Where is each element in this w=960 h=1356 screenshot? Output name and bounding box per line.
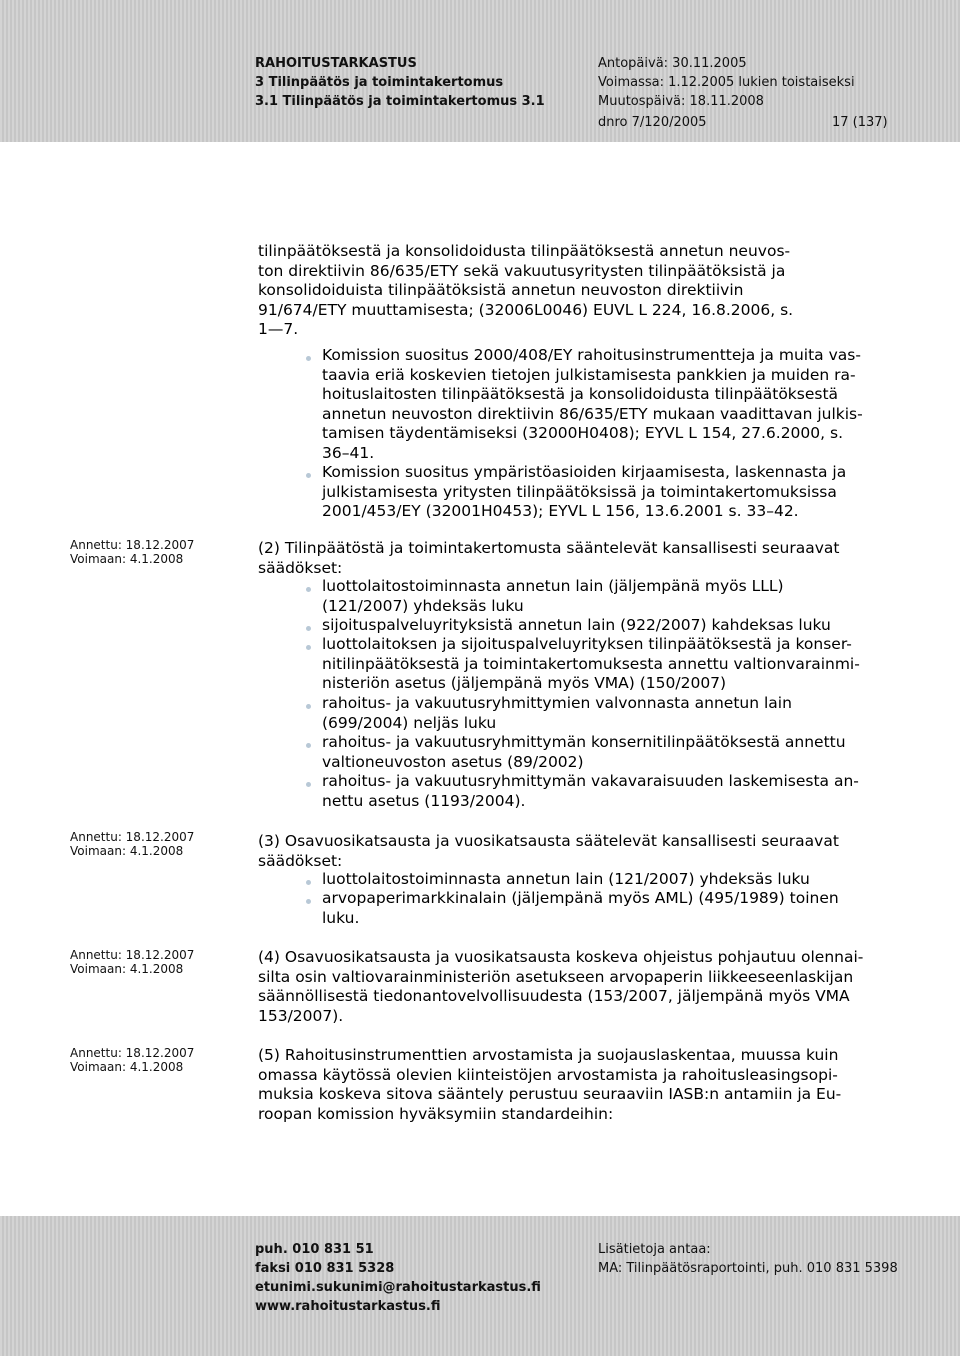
text-line: nisteriön asetus (jäljempänä myös VMA) (150/2007) xyxy=(322,674,727,692)
text-line: nettu asetus (1193/2004). xyxy=(322,791,526,810)
section-title: 3 Tilinpäätös ja toimintakertomus xyxy=(255,75,504,90)
side-annotation xyxy=(70,1046,194,1074)
effective-date: Voimaan: 4.1.2008 xyxy=(70,552,184,566)
text-line: 91/674/ETY muuttamisesta; (32006L0046) EUVL L 224, 16.8.2006, s. xyxy=(258,300,794,319)
text-line: (121/2007) yhdeksäs luku xyxy=(322,596,524,615)
text-line: muksia koskeva sitova sääntely perustuu seuraaviin IASB:n antamiin ja Eu- xyxy=(258,1085,842,1103)
text-line: luottolaitostoiminnasta annetun lain (121/2007) yhdeksäs luku xyxy=(322,870,810,888)
text-line: roopan komission hyväksymiin standardeihin: xyxy=(258,1104,614,1123)
given-date: Annettu: 18.12.2007 xyxy=(70,948,195,962)
page-header xyxy=(0,0,960,142)
list-item xyxy=(322,889,960,928)
effective-date: Voimaan: 4.1.2008 xyxy=(70,1060,184,1074)
text-line: 2001/453/EY (32001H0453); EYVL L 156, 13.6.2001 s. 33–42. xyxy=(322,502,799,520)
info-label: Lisätietoja antaa: xyxy=(598,1242,711,1257)
text-line: säädökset: xyxy=(258,558,343,577)
side-annotation xyxy=(70,830,194,858)
list-item xyxy=(322,772,960,811)
text-line: säädökset: xyxy=(258,851,343,870)
text-line: 36–41. xyxy=(322,443,375,462)
list-item xyxy=(322,694,960,733)
list-item xyxy=(322,870,960,890)
phone: puh. 010 831 51 xyxy=(255,1242,374,1257)
intro-paragraph xyxy=(258,242,898,340)
text-line: luottolaitoksen ja sijoituspalveluyrityksen tilinpäätöksestä ja konser- xyxy=(322,635,852,653)
text-line: (699/2004) neljäs luku xyxy=(322,713,497,732)
paragraph-4 xyxy=(258,948,898,1026)
page-footer xyxy=(0,1216,960,1356)
text-line: sijoituspalveluyrityksistä annetun lain (922/2007) kahdeksas luku xyxy=(322,616,831,634)
given-date: Annettu: 18.12.2007 xyxy=(70,538,195,552)
text-line: ton direktiivin 86/635/ETY sekä vakuutusyritysten tilinpäätöksistä ja xyxy=(258,261,786,280)
text-line: luku. xyxy=(322,908,360,927)
given-date: Annettu: 18.12.2007 xyxy=(70,830,195,844)
text-line: rahoitus- ja vakuutusryhmittymän vakavaraisuuden laskemisesta an- xyxy=(322,772,859,790)
bullet-icon xyxy=(306,782,311,787)
text-line: annetun neuvoston direktiivin 86/635/ETY mukaan vaadittavan julkis- xyxy=(322,404,863,423)
given-date: Annettu: 18.12.2007 xyxy=(70,1046,195,1060)
bullet-icon xyxy=(306,899,311,904)
text-line: hoituslaitosten tilinpäätöksestä ja konsolidoidusta tilinpäätöksestä xyxy=(322,385,839,403)
text-line: (5) Rahoitusinstrumenttien arvostamista ja suojauslaskentaa, muussa kuin xyxy=(258,1046,839,1064)
side-annotation xyxy=(70,538,194,566)
bullet-icon xyxy=(306,626,311,631)
text-line: julkistamisesta yritysten tilinpäätöksissä ja toimintakertomuksissa xyxy=(322,482,837,501)
dnro: dnro 7/120/2005 xyxy=(598,115,707,130)
paragraph-2 xyxy=(258,539,898,578)
email-link[interactable]: etunimi.sukunimi@rahoitustarkastus.fi xyxy=(255,1280,541,1295)
text-line: 1—7. xyxy=(258,320,299,338)
text-line: Komission suositus 2000/408/EY rahoitusinstrumentteja ja muita vas- xyxy=(322,346,861,364)
text-line: valtioneuvoston asetus (89/2002) xyxy=(322,752,584,771)
text-line: luottolaitostoiminnasta annetun lain (jäljempänä myös LLL) xyxy=(322,577,784,595)
text-line: omassa käytössä olevien kiinteistöjen arvostamista ja rahoitusleasingsopi- xyxy=(258,1065,838,1084)
website-link[interactable]: www.rahoitustarkastus.fi xyxy=(255,1299,441,1314)
effective-date: Voimaan: 4.1.2008 xyxy=(70,962,184,976)
bullet-icon xyxy=(306,587,311,592)
text-line: silta osin valtiovarainministeriön asetukseen arvopaperin liikkeeseenlaskijan xyxy=(258,967,854,986)
list-item xyxy=(322,733,960,772)
org-name: RAHOITUSTARKASTUS xyxy=(255,56,417,71)
modified-date: Muutospäivä: 18.11.2008 xyxy=(598,94,764,109)
text-line: nitilinpäätöksestä ja toimintakertomuksesta annettu valtionvarainmi- xyxy=(322,654,860,673)
paragraph-5 xyxy=(258,1046,898,1124)
text-line: Komission suositus ympäristöasioiden kirjaamisesta, laskennasta ja xyxy=(322,463,847,481)
bullet-icon xyxy=(306,473,311,478)
text-line: konsolidoiduista tilinpäätöksistä annetun neuvoston direktiivin xyxy=(258,281,744,299)
bullet-icon xyxy=(306,743,311,748)
list-item xyxy=(322,463,960,522)
paragraph-3 xyxy=(258,832,898,871)
text-line: (4) Osavuosikatsausta ja vuosikatsausta koskeva ohjeistus pohjautuu olennai- xyxy=(258,948,864,966)
effective-date: Voimaan: 4.1.2008 xyxy=(70,844,184,858)
contact-info: MA: Tilinpäätösraportointi, puh. 010 831 5398 xyxy=(598,1261,898,1276)
text-line: rahoitus- ja vakuutusryhmittymän konsernitilinpäätöksestä annettu xyxy=(322,733,846,751)
subsection-title: 3.1 Tilinpäätös ja toimintakertomus 3.1 xyxy=(255,94,545,109)
issued-date: Antopäivä: 30.11.2005 xyxy=(598,56,747,71)
list-item xyxy=(322,346,960,463)
text-line: 153/2007). xyxy=(258,1006,344,1025)
list-item xyxy=(322,616,960,636)
text-line: (2) Tilinpäätöstä ja toimintakertomusta sääntelevät kansallisesti seuraavat xyxy=(258,539,840,557)
page-number: 17 (137) xyxy=(832,115,888,130)
bullet-icon xyxy=(306,356,311,361)
list-item xyxy=(322,635,960,694)
text-line: tilinpäätöksestä ja konsolidoidusta tilinpäätöksestä annetun neuvos- xyxy=(258,242,791,260)
text-line: arvopaperimarkkinalain (jäljempänä myös AML) (495/1989) toinen xyxy=(322,889,839,907)
text-line: tamisen täydentämiseksi (32000H0408); EYVL L 154, 27.6.2000, s. xyxy=(322,424,843,442)
side-annotation xyxy=(70,948,194,976)
text-line: rahoitus- ja vakuutusryhmittymien valvonnasta annetun lain xyxy=(322,694,792,712)
bullet-icon xyxy=(306,704,311,709)
text-line: taavia eriä koskevien tietojen julkistamisesta pankkien ja muiden ra- xyxy=(322,365,856,384)
fax: faksi 010 831 5328 xyxy=(255,1261,395,1276)
bullet-icon xyxy=(306,880,311,885)
list-item xyxy=(322,577,960,616)
bullet-icon xyxy=(306,645,311,650)
in-force-date: Voimassa: 1.12.2005 lukien toistaiseksi xyxy=(598,75,855,90)
text-line: säännöllisestä tiedonantovelvollisuudesta (153/2007, jäljempänä myös VMA xyxy=(258,987,850,1005)
text-line: (3) Osavuosikatsausta ja vuosikatsausta säätelevät kansallisesti seuraavat xyxy=(258,832,839,850)
